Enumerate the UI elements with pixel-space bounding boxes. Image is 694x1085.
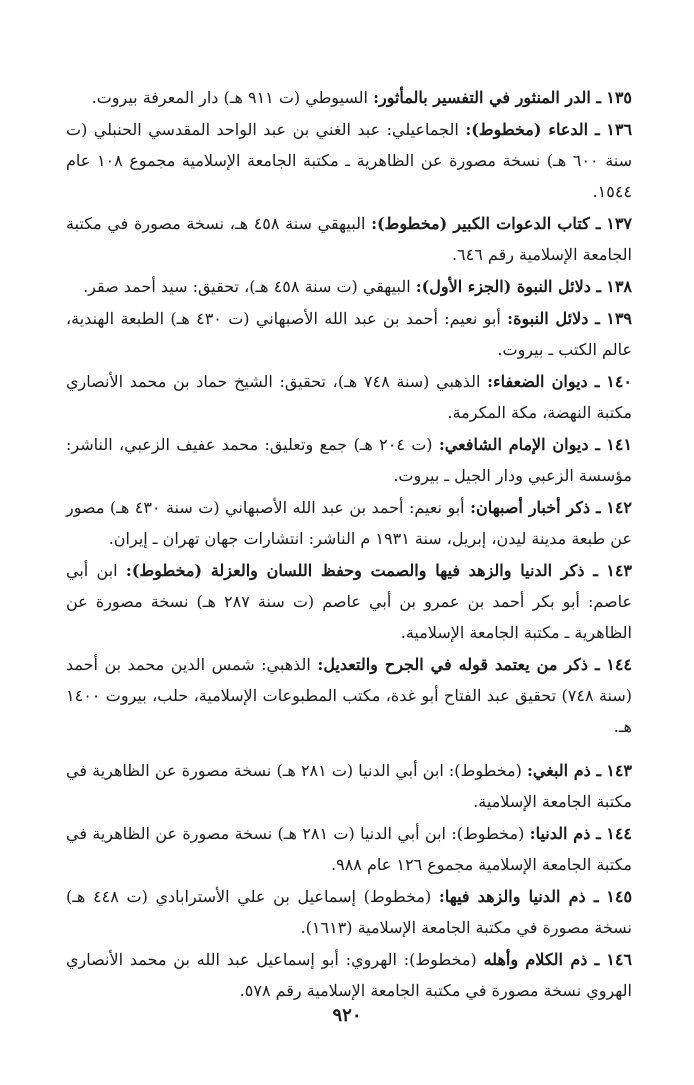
entry-body: أبو نعيم: أحمد بن عبد الله الأصبهاني (ت ٤٣٠ هـ) الطبعة الهندية، عالم الكتب ـ بيروت. — [66, 309, 632, 359]
entry-body: الجماعيلي: عبد الغني بن عبد الواحد المقدسي الحنبلي (ت سنة ٦٠٠ هـ) نسخة مصورة عن الظاهرية ـ مكتبة الجامعة الإسلامية مجموع ١٠٨ عام ١٥٤٤. — [66, 120, 633, 201]
bib-entry — [66, 114, 632, 207]
entry-number: ١٤٦ — [606, 950, 633, 969]
bib-entry — [66, 303, 632, 365]
entry-body: البيهقي (ت سنة ٤٥٨ هـ)، تحقيق: سيد أحمد صقر. — [83, 277, 411, 296]
bib-entry — [66, 555, 632, 648]
entry-title: ـ ذم البغي: — [527, 761, 602, 780]
section-gap — [66, 743, 632, 755]
bib-entry — [66, 366, 632, 428]
bibliography-page — [66, 82, 632, 1007]
entry-number: ١٤٥ — [606, 887, 633, 906]
bib-entry — [66, 818, 632, 880]
bib-entry — [66, 271, 632, 302]
entry-title: ـ ذم الدنيا والزهد فيها: — [438, 887, 599, 906]
bib-entry — [66, 881, 632, 943]
entry-number: ١٤٤ — [606, 655, 633, 674]
bib-entry — [66, 944, 632, 1006]
entry-body: الذهبي: شمس الدين محمد بن أحمد (سنة ٧٤٨) تحقيق عبد الفتاح أبو غدة، مكتب المطبوعات الإسلامية، حلب، بيروت ١٤٠٠ هـ. — [66, 655, 632, 736]
entry-number: ١٣٨ — [606, 277, 632, 296]
entry-body: (مخطوط): ابن أبي الدنيا (ت ٢٨١ هـ) نسخة مصورة عن الظاهرية في مكتبة الجامعة الإسلامية مجموع ١٢٦ عام ٩٨٨. — [66, 824, 632, 874]
entry-title: ـ دلائل النبوة (الجزء الأول): — [415, 277, 602, 296]
bib-entry — [66, 429, 632, 491]
page-number: ٩٢٠ — [332, 1005, 362, 1026]
entry-number: ١٤٣ — [606, 761, 632, 780]
entry-title: ـ ذكر أخبار أصبهان: — [470, 498, 601, 517]
entry-body: (مخطوط): الهروي: أبو إسماعيل عبد الله بن محمد الأنصاري الهروي نسخة مصورة في مكتبة الجامعة الإسلامية رقم ٥٧٨. — [66, 950, 632, 1000]
entry-title: ـ ذكر الدنيا والزهد فيها والصمت وحفظ اللسان والعزلة (مخطوط): — [125, 561, 598, 580]
entry-body: أبو نعيم: أحمد بن عبد الله الأصبهاني (ت سنة ٤٣٠ هـ) مصور عن طبعة مدينة ليدن، إبريل، سنة ١٩٣١ م الناشر: انتشارات جهان تهران ـ إيران. — [66, 498, 632, 548]
entry-title: ـ الدر المنثور في التفسير بالمأثور: — [373, 88, 602, 107]
entry-title: ـ كتاب الدعوات الكبير (مخطوط): — [371, 214, 601, 233]
entry-number: ١٣٦ — [606, 120, 633, 139]
entry-title: ـ ذم الدنيا: — [529, 824, 601, 843]
entry-body: (مخطوط): ابن أبي الدنيا (ت ٢٨١ هـ) نسخة مصورة عن الظاهرية في مكتبة الجامعة الإسلامية. — [66, 761, 632, 811]
entry-title: ـ دلائل النبوة: — [507, 309, 600, 328]
entry-number: ١٣٥ — [606, 88, 632, 107]
entry-number: ١٣٩ — [606, 309, 633, 328]
bib-entry — [66, 649, 632, 742]
bib-entry — [66, 755, 632, 817]
entry-number: ١٤٤ — [606, 824, 632, 843]
entry-title: ـ ذكر من يعتمد قوله في الجرح والتعديل: — [317, 655, 600, 674]
bib-entry — [66, 82, 632, 113]
entry-body: ابن أبي عاصم: أبو بكر أحمد بن عمرو بن أبي عاصم (ت سنة ٢٨٧ هـ) نسخة مصورة عن الظاهرية ـ مكتبة الجامعة الإسلامية. — [66, 561, 633, 642]
entry-body: (مخطوط) إسماعيل بن علي الأسترابادي (ت ٤٤٨ هـ) نسخة مصورة في مكتبة الجامعة الإسلامية (١٦١٣). — [66, 887, 632, 937]
entry-number: ١٤٣ — [606, 561, 632, 580]
entry-number: ١٤٢ — [606, 498, 632, 517]
entry-number: ١٤٠ — [606, 372, 633, 391]
entry-title: ـ ديوان الضعفاء: — [487, 372, 600, 391]
entry-number: ١٤١ — [606, 435, 633, 454]
entry-body: البيهقي سنة ٤٥٨ هـ، نسخة مصورة في مكتبة الجامعة الإسلامية رقم ٦٤٦. — [66, 214, 632, 264]
entry-title: ـ ديوان الإمام الشافعي: — [438, 435, 600, 454]
entry-number: ١٣٧ — [606, 214, 632, 233]
entry-body: (ت ٢٠٤ هـ) جمع وتعليق: محمد عفيف الزعبي، الناشر: مؤسسة الزعبي ودار الجيل ـ بيروت. — [66, 435, 632, 485]
entry-title: ـ ذم الكلام وأهله — [483, 950, 600, 969]
bib-entry — [66, 492, 632, 554]
entry-body: السيوطي (ت ٩١١ هـ) دار المعرفة بيروت. — [91, 88, 368, 107]
bib-entry — [66, 208, 632, 270]
entry-body: الذهبي (سنة ٧٤٨ هـ)، تحقيق: الشيخ حماد بن محمد الأنصاري مكتبة النهضة، مكة المكرمة. — [66, 372, 632, 422]
entry-title: ـ الدعاء (مخطوط): — [465, 120, 600, 139]
